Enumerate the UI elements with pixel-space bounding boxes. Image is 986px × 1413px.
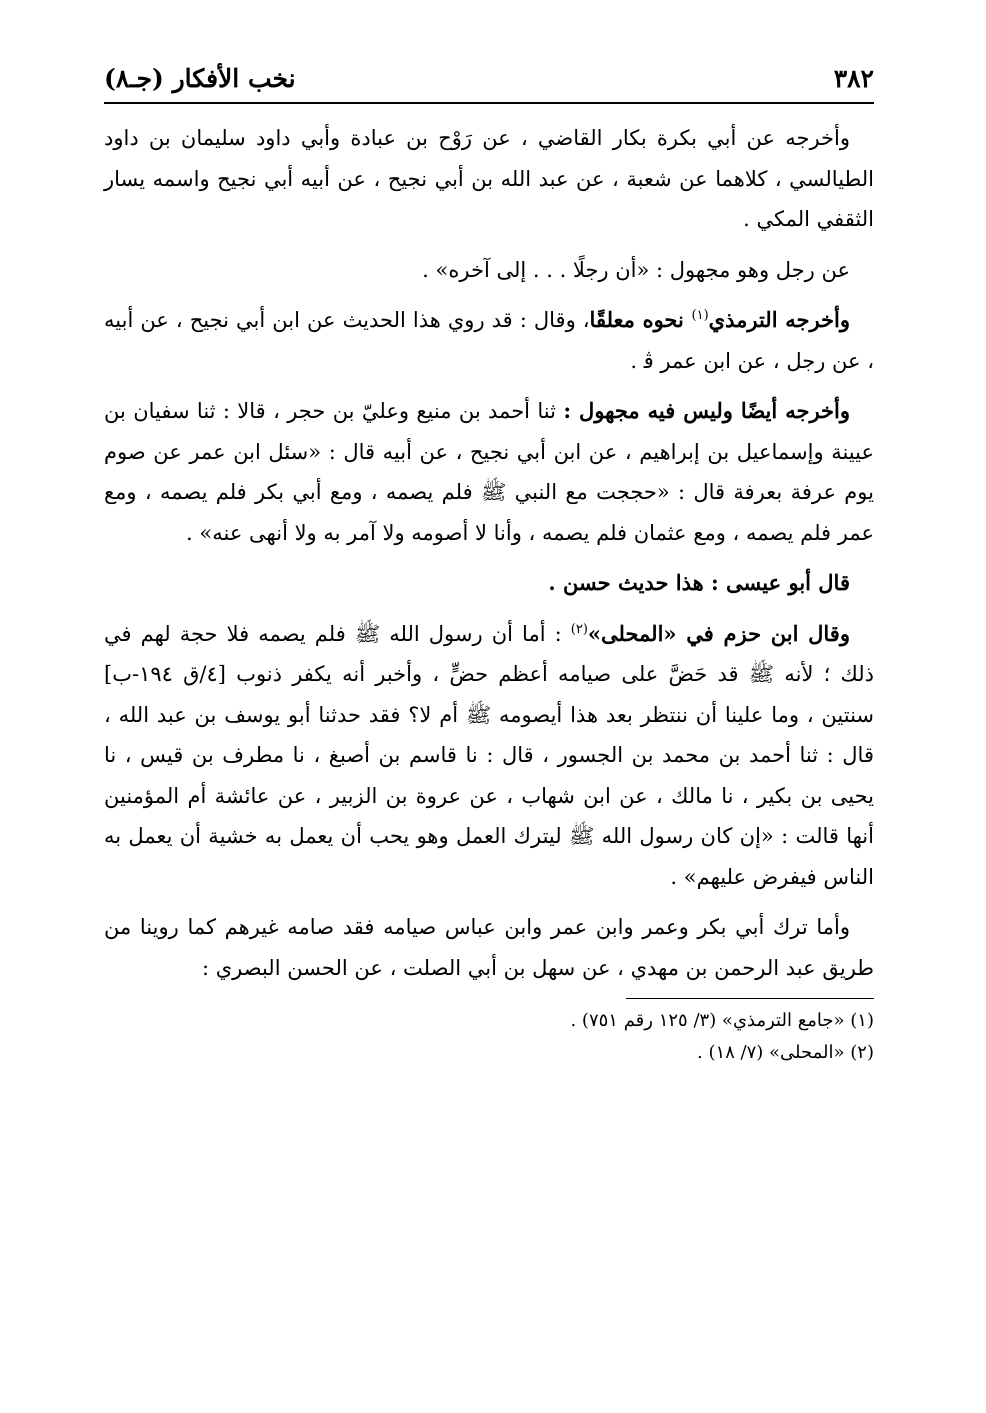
paragraph-6: [104, 614, 874, 898]
header-divider: [104, 102, 874, 104]
footnote-2: (٢) «المحلى» (٧/ ١٨) .: [697, 1042, 874, 1063]
footnote-ref-1: (١): [691, 308, 709, 323]
paragraph-3-bold: وأخرجه الترمذي: [708, 307, 851, 332]
page-number: ٣٨٢: [833, 64, 874, 93]
paragraph-5: قال أبو عيسى : هذا حديث حسن .: [548, 570, 850, 595]
footnote-divider: [626, 998, 874, 999]
paragraph-3: [104, 300, 874, 381]
paragraph-3-text: ، وقال : قد روي هذا الحديث عن ابن أبي نجيح ، عن أبيه ، عن رجل ، عن ابن عمر ﭬ .: [104, 308, 874, 373]
paragraph-7: وأما ترك أبي بكر وعمر وابن عمر وابن عباس صيامه فقد صامه غيرهم كما روينا من طريق عبد الرحمن بن مهدي ، عن سهل بن أبي الصلت ، عن الحسن البصري :: [104, 915, 874, 980]
page-header: [104, 56, 874, 96]
paragraph-2: عن رجل وهو مجهول : «أن رجلًا . . . إلى آخره» .: [422, 257, 850, 282]
paragraph-3-bold-2: نحوه معلقًا: [589, 307, 692, 332]
footnotes: [104, 1005, 874, 1069]
footnote-ref-2: (٢): [570, 621, 588, 637]
paragraph-4: [104, 391, 874, 553]
paragraph-6-text: : أما أن رسول الله ﷺ فلم يصمه فلا حجة لهم في ذلك ؛ لأنه ﷺ قد حَضَّ على صيامه أعظم حضٍّ ، وأخبر أنه يكفر ذنوب [٤/ق ١٩٤-ب] سنتين ، وما علينا أن ننتظر بعد هذا أيصومه ﷺ أم لا؟ فقد حدثنا أبو يوسف بن عبد الله ، قال : ثنا أحمد بن محمد بن الجسور ، قال : نا قاسم بن أصبغ ، نا مطرف بن قيس ، نا يحيى بن بكير ، نا مالك ، عن ابن شهاب ، عن عروة بن الزبير ، عن عائشة أم المؤمنين أنها قالت : «إن كان رسول الله ﷺ ليترك العمل وهو يحب أن يعمل به خشية أن يعمل به الناس فيفرض عليهم» .: [104, 621, 874, 889]
footnote-1: (١) «جامع الترمذي» (٣/ ١٢٥ رقم ٧٥١) .: [570, 1010, 874, 1031]
main-text: [104, 118, 874, 988]
book-page: [104, 56, 874, 1069]
paragraph-1: وأخرجه عن أبي بكرة بكار القاضي ، عن رَوْح بن عبادة وأبي داود سليمان بن داود الطيالسي ، كلاهما عن شعبة ، عن عبد الله بن أبي نجيح ، عن أبيه أبي نجيح واسمه يسار الثقفي المكي .: [104, 126, 874, 231]
paragraph-6-bold: وقال ابن حزم في «المحلى»: [587, 620, 850, 646]
paragraph-4-bold: وأخرجه أيضًا وليس فيه مجهول :: [563, 398, 850, 423]
running-title: نخب الأفكار (جـ٨): [104, 64, 296, 93]
paragraph-4-text: ثنا أحمد بن منيع وعليّ بن حجر ، قالا : ثنا سفيان بن عيينة وإسماعيل بن إبراهيم ، عن ابن أبي نجيح ، عن أبيه قال : «سئل ابن عمر عن صوم يوم عرفة بعرفة قال : «حججت مع النبي ﷺ فلم يصمه ، ومع أبي بكر فلم يصمه ، ومع عمر فلم يصمه ، ومع عثمان فلم يصمه ، وأنا لا أصومه ولا آمر به ولا أنهى عنه» .: [104, 399, 874, 545]
